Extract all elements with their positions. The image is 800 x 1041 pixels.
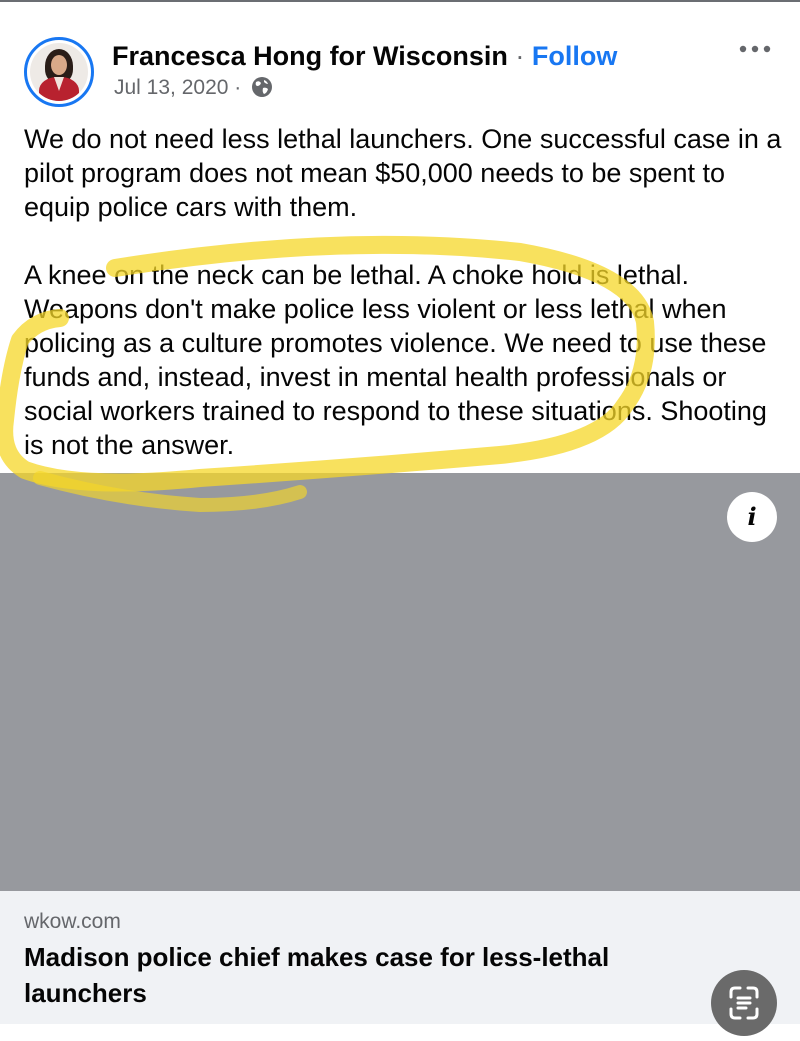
post-paragraph: We do not need less lethal launchers. One successful case in a pilot program does not mean $50,000 needs to be spent to equip police cars with them. [24, 124, 782, 222]
post-meta [114, 74, 273, 106]
info-icon[interactable]: i [727, 492, 777, 542]
more-options-icon[interactable] [736, 36, 774, 62]
follow-button[interactable]: Follow [531, 41, 618, 71]
globe-icon [251, 76, 273, 106]
link-domain: wkow.com [24, 910, 121, 933]
post-date[interactable]: Jul 13, 2020 [114, 76, 229, 99]
header-separator: · [507, 41, 532, 71]
post-paragraph: A knee on the neck can be lethal. A choke hold is lethal. Weapons don't make police less violent or less lethal when policing as a culture promotes violence. We need to use these funds and, instead, invest in mental health professionals or social workers trained to respond to these situations. Shooting is not the answer. [24, 260, 767, 460]
post-text [24, 122, 784, 462]
avatar[interactable] [24, 37, 94, 107]
avatar-photo [30, 43, 88, 101]
link-preview-image[interactable] [0, 473, 800, 891]
meta-separator: · [228, 76, 248, 99]
post-header-title [112, 40, 617, 72]
link-headline[interactable]: Madison police chief makes case for less-lethal launchers [24, 942, 610, 1008]
text-scan-icon[interactable] [711, 970, 777, 1036]
author-name[interactable]: Francesca Hong for Wisconsin [112, 41, 508, 71]
top-divider [0, 0, 800, 2]
